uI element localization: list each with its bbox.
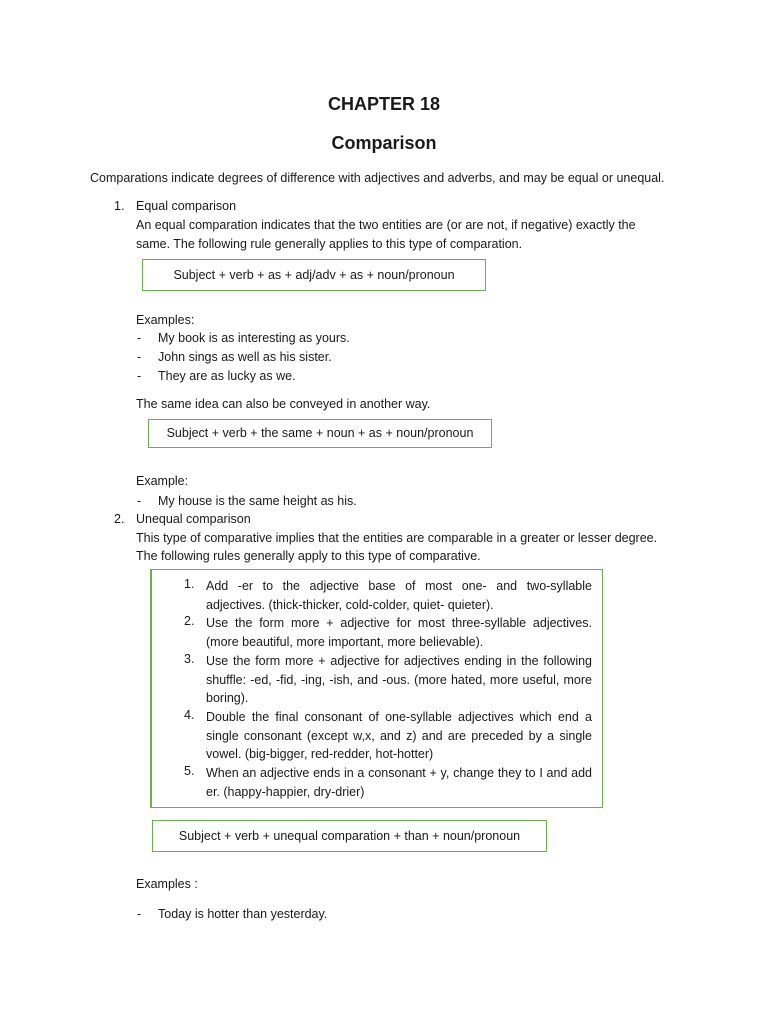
section1-heading: Equal comparison: [136, 199, 237, 213]
page-title: Comparison: [331, 133, 437, 153]
example-label: Example:: [136, 474, 189, 488]
example-item: They are as lucky as we.: [158, 369, 296, 383]
example-item: My book is as interesting as yours.: [158, 331, 350, 345]
rule-text: Add -er to the adjective base of most one- and two-syllable adjectives. (thick-thicker, cold-colder, quiet- quieter).: [206, 579, 592, 612]
rule-number: 1.: [184, 577, 195, 591]
rule-text: Use the form more + adjective for adjectives ending in the following shuffle: -ed, -fid, -ing, -ish, and -ous. (more hated, more useful, more boring).: [206, 654, 592, 706]
example-item: John sings as well as his sister.: [158, 350, 332, 364]
rule-number: 5.: [184, 764, 195, 778]
formula-same-text: Subject + verb + the same + noun + as + noun/pronoun: [166, 426, 474, 440]
example-item: My house is the same height as his.: [158, 494, 357, 508]
examples-label: Examples:: [136, 313, 195, 327]
chapter-heading: CHAPTER 18: [327, 94, 441, 114]
formula-unequal-text: Subject + verb + unequal comparation + than + noun/pronoun: [178, 829, 521, 843]
examples-label: Examples :: [136, 877, 198, 891]
section2-number: 2.: [114, 512, 125, 526]
rules-box: [150, 569, 603, 808]
example-item: Today is hotter than yesterday.: [158, 907, 328, 921]
bullet-dash: -: [137, 369, 142, 383]
rule-text: Double the final consonant of one-syllable adjectives which end a single consonant (except w,x, and z) and are preceded by a single vowel. (big-bigger, red-redder, hot-hotter): [206, 710, 592, 762]
rule-text: Use the form more + adjective for most three-syllable adjectives. (more beautiful, more important, more believable).: [206, 616, 592, 649]
rule-number: 3.: [184, 652, 195, 666]
rule-number: 4.: [184, 708, 195, 722]
rule-text: When an adjective ends in a consonant + y, change they to I and add er. (happy-happier, dry-drier): [206, 766, 592, 799]
section1-desc-line1: An equal comparation indicates that the two entities are (or are not, if negative) exactly the: [136, 218, 636, 232]
bullet-dash: -: [137, 331, 142, 345]
formula-equal-text: Subject + verb + as + adj/adv + as + noun/pronoun: [173, 268, 455, 282]
rule-number: 2.: [184, 614, 195, 628]
same-idea-text: The same idea can also be conveyed in another way.: [136, 397, 431, 411]
section1-number: 1.: [114, 199, 125, 213]
bullet-dash: -: [137, 350, 142, 364]
intro-paragraph: Comparations indicate degrees of difference with adjectives and adverbs, and may be equal or unequal.: [90, 171, 665, 185]
bullet-dash: -: [137, 907, 142, 921]
formula-box-equal: [142, 259, 486, 291]
section2-desc-line1: This type of comparative implies that the entities are comparable in a greater or lesser degree.: [136, 531, 658, 545]
section2-heading: Unequal comparison: [136, 512, 251, 526]
formula-box-same: [148, 419, 492, 448]
section1-desc-line2: same. The following rule generally applies to this type of comparation.: [136, 237, 523, 251]
section2-desc-line2: The following rules generally apply to this type of comparative.: [136, 549, 481, 563]
bullet-dash: -: [137, 494, 142, 508]
formula-box-unequal: [152, 820, 547, 852]
